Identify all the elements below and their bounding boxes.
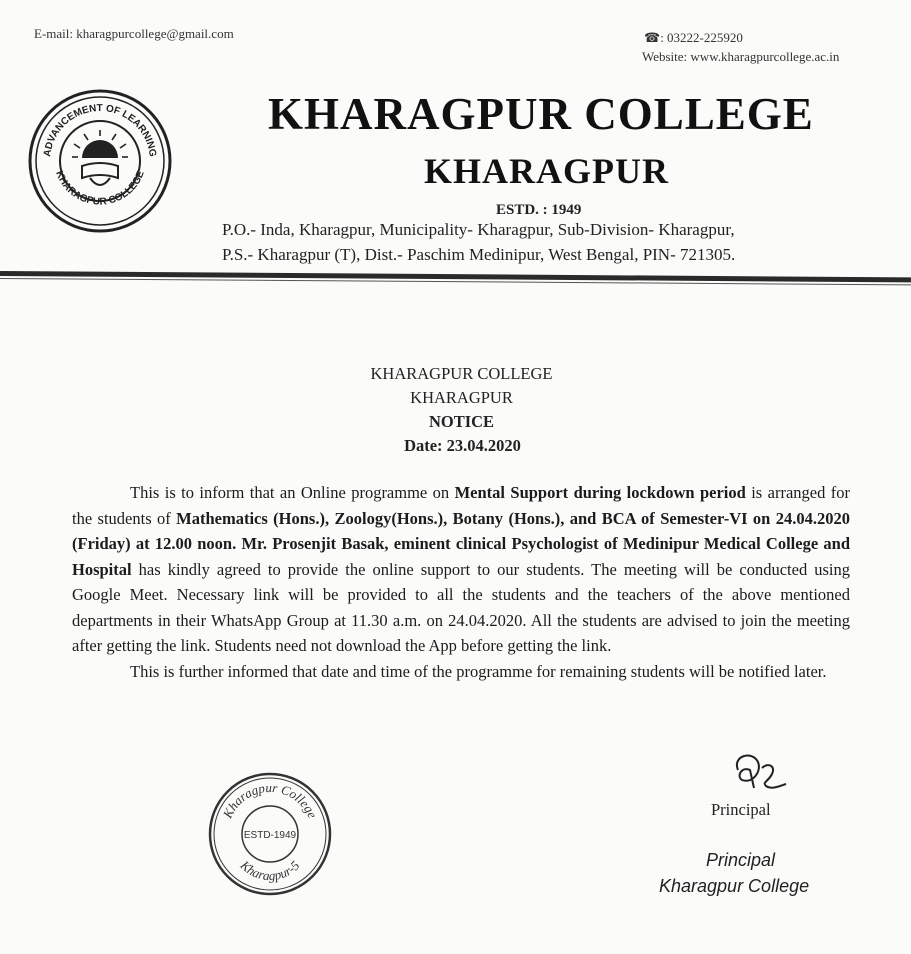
principal-signature <box>728 748 792 792</box>
college-city-heading: KHARAGPUR <box>424 151 669 191</box>
college-seal <box>206 770 334 898</box>
notice-paragraph-2: This is further informed that date and time of the programme for remaining students will be notified later. <box>130 661 827 681</box>
signature-label: Principal <box>711 800 771 819</box>
college-name-heading: KHARAGPUR COLLEGE <box>268 89 814 139</box>
notice-paragraph-1: This is to inform that an Online programme on Mental Support during lockdown period is arranged for the students of Mathematics (Hons.), Zoology(Hons.), Botany (Hons.), and BCA of Semester-VI on 24.04.2020 (Friday) at 12.00 noon. Mr. Prosenjit Basak, eminent clinical Psychologist of Medinipur Medical College and Hospital has kindly agreed to provide the online support to our students. The meeting will be conducted using Google Meet. Necessary link will be provided to all the students and the teachers of the above mentioned departments in their WhatsApp Group at 11.30 a.m. on 24.04.2020. All the students are advised to join the meeting after getting the link. Students need not download the App before getting the link. <box>72 483 850 655</box>
contact-phone: ☎: 03222-225920 <box>644 30 743 45</box>
notice-city: KHARAGPUR <box>410 388 513 407</box>
address-line-2: P.S.- Kharagpur (T), Dist.- Paschim Medinipur, West Bengal, PIN- 721305. <box>222 245 736 264</box>
address-line-1: P.O.- Inda, Kharagpur, Municipality- Kharagpur, Sub-Division- Kharagpur, <box>222 220 735 239</box>
establishment-year: ESTD. : 1949 <box>496 202 582 218</box>
logo-text-bottom: KHARAGPUR COLLEGE <box>53 169 147 208</box>
program-topic: Mental Support during lockdown period <box>454 483 746 502</box>
svg-text:Kharagpur-5 <box>237 857 303 883</box>
stamp-college: Kharagpur College <box>659 876 810 896</box>
notice-title: NOTICE <box>428 412 495 431</box>
notice-body <box>72 480 850 684</box>
logo-text-top: ADVANCEMENT OF LEARNING <box>42 102 158 158</box>
notice-date: Date: 23.04.2020 <box>404 436 521 455</box>
contact-website: Website: www.kharagpurcollege.ac.in <box>642 49 840 64</box>
contact-email: E-mail: kharagpurcollege@gmail.com <box>34 26 234 41</box>
seal-text-center: ESTD-1949 <box>243 830 297 841</box>
seal-text-bottom: Kharagpur-5 <box>237 857 303 884</box>
notice-college: KHARAGPUR COLLEGE <box>370 364 553 383</box>
program-departments: Mathematics (Hons.), Zoology(Hons.), Botany (Hons.), and BCA of Semester-VI on 24.04.2020 (Friday) at 12.00 noon. Mr. Prosenjit Basak, eminent clinical Psychologist of Medinipur Medical College and Hospital <box>72 508 850 579</box>
seal-text-top: Kharagpur College <box>219 779 321 821</box>
stamp-title: Principal <box>706 850 776 870</box>
college-logo <box>26 86 174 236</box>
